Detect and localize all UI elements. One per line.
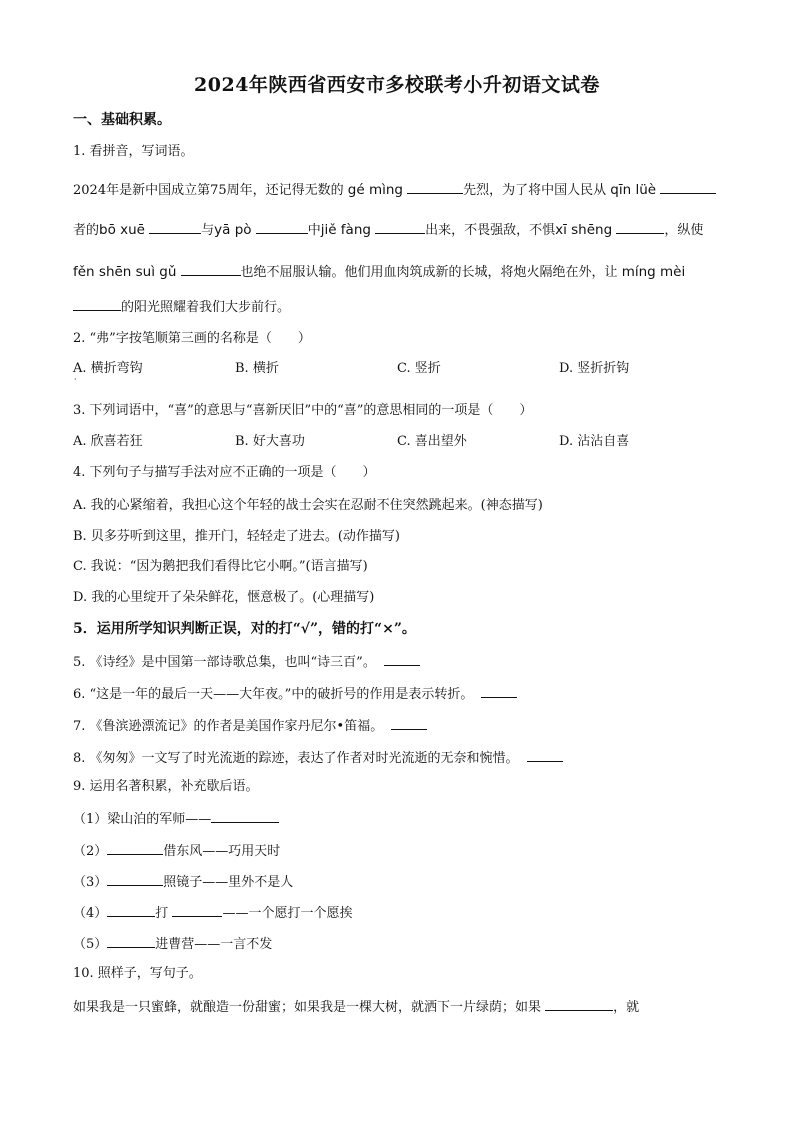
xiehouyu-item-2 bbox=[73, 841, 280, 861]
pinyin-yapo: yā pò bbox=[214, 222, 252, 238]
judge-item-text: 5. 《诗经》是中国第一部诗歌总集，也叫“诗三百”。 bbox=[73, 655, 376, 670]
q1-text: 先烈，为了将中国人民从 bbox=[463, 183, 607, 198]
answer-blank[interactable] bbox=[384, 652, 420, 666]
answer-blank[interactable] bbox=[375, 220, 425, 234]
answer-blank[interactable] bbox=[107, 872, 163, 886]
answer-blank[interactable] bbox=[616, 220, 664, 234]
option-c[interactable]: C. 喜出望外 bbox=[397, 434, 467, 449]
xiehouyu-item-5 bbox=[73, 934, 272, 954]
answer-blank[interactable] bbox=[149, 220, 201, 234]
q1-text: 中 bbox=[307, 223, 321, 238]
answer-blank[interactable] bbox=[256, 220, 308, 234]
xiehouyu-text: 进曹营——一言不发 bbox=[155, 937, 273, 952]
answer-blank[interactable] bbox=[481, 684, 517, 698]
answer-blank[interactable] bbox=[107, 934, 155, 948]
xiehouyu-item-4 bbox=[73, 903, 352, 923]
q1-text: ，纵使 bbox=[664, 223, 704, 238]
answer-blank[interactable] bbox=[107, 841, 163, 855]
answer-blank[interactable] bbox=[527, 748, 563, 762]
q1-text: 出来，不畏强敌，不惧 bbox=[425, 223, 556, 238]
q1-text: 2024年是新中国成立第75周年，还记得无数的 bbox=[73, 183, 344, 198]
question-2-stem: 2. “弗”字按笔顺第三画的名称是（ ） bbox=[73, 331, 311, 346]
option-d[interactable]: D. 我的心里绽开了朵朵鲜花，惬意极了。(心理描写) bbox=[73, 590, 375, 605]
option-b[interactable]: B. 贝多芬听到这里，推开门，轻轻走了进去。(动作描写) bbox=[73, 529, 400, 544]
xiehouyu-text: 照镜子——里外不是人 bbox=[163, 875, 294, 890]
xiehouyu-text: （2） bbox=[73, 844, 108, 859]
answer-blank[interactable] bbox=[660, 180, 716, 194]
option-a[interactable]: A. 横折弯钩 bbox=[73, 361, 143, 376]
question-5-heading: 5．运用所学知识判断正误，对的打“√”，错的打“×”。 bbox=[73, 621, 416, 637]
xiehouyu-text: （5） bbox=[73, 937, 108, 952]
question-1-line-3 bbox=[73, 262, 685, 282]
judge-item bbox=[73, 652, 420, 672]
xiehouyu-text: 借东风——巧用天时 bbox=[163, 844, 281, 859]
question-4-stem: 4. 下列句子与描写手法对应不正确的一项是（ ） bbox=[73, 465, 376, 480]
q1-text: 者的 bbox=[73, 223, 100, 238]
question-10-line-1 bbox=[73, 997, 639, 1017]
answer-blank[interactable] bbox=[107, 903, 155, 917]
stray-dot: · bbox=[74, 375, 77, 384]
question-1-stem: 1. 看拼音，写词语。 bbox=[73, 144, 194, 159]
q10-text: ，就 bbox=[613, 1000, 640, 1015]
option-b[interactable]: B. 横折 bbox=[235, 361, 279, 376]
option-c[interactable]: C. 我说：“因为鹅把我们看得比它小啊。”(语言描写) bbox=[73, 559, 368, 574]
question-9-stem: 9. 运用名著积累，补充歇后语。 bbox=[73, 779, 259, 794]
xiehouyu-text: （1）梁山泊的军师—— bbox=[73, 812, 212, 827]
q1-text: 的阳光照耀着我们大步前行。 bbox=[121, 300, 291, 315]
xiehouyu-text: 打 bbox=[155, 906, 169, 921]
answer-blank[interactable] bbox=[545, 997, 613, 1011]
xiehouyu-text: （4） bbox=[73, 906, 108, 921]
pinyin-jiefang: jiě fàng bbox=[320, 222, 371, 238]
pinyin-qinlue: qīn lüè bbox=[610, 182, 657, 198]
judge-item bbox=[73, 748, 563, 768]
xiehouyu-text: ——一个愿打一个愿挨 bbox=[222, 906, 353, 921]
answer-blank[interactable] bbox=[391, 716, 427, 730]
xiehouyu-text: （3） bbox=[73, 875, 108, 890]
pinyin-xisheng: xī shēng bbox=[555, 222, 613, 238]
question-1-line-1 bbox=[73, 180, 716, 200]
option-c[interactable]: C. 竖折 bbox=[397, 361, 441, 376]
xiehouyu-item-1 bbox=[73, 809, 279, 829]
judge-item-text: 8. 《匆匆》一文写了时光流逝的踪迹，表达了作者对时光流逝的无奈和惋惜。 bbox=[73, 751, 519, 766]
pinyin-boxue: bō xuē bbox=[99, 222, 145, 238]
judge-item bbox=[73, 684, 517, 704]
pinyin-mingmei: míng mèi bbox=[621, 264, 686, 280]
answer-blank[interactable] bbox=[407, 180, 463, 194]
question-1-line-4 bbox=[73, 297, 290, 317]
option-b[interactable]: B. 好大喜功 bbox=[235, 434, 305, 449]
judge-item bbox=[73, 716, 427, 736]
option-a[interactable]: A. 我的心紧缩着，我担心这个年轻的战士会实在忍耐不住突然跳起来。(神态描写) bbox=[73, 498, 543, 513]
answer-blank[interactable] bbox=[181, 262, 241, 276]
q10-text: 如果我是一只蜜蜂，就酿造一份甜蜜；如果我是一棵大树，就洒下一片绿荫；如果 bbox=[73, 1000, 542, 1015]
option-d[interactable]: D. 沾沾自喜 bbox=[559, 434, 630, 449]
pinyin-fenshensuigu: fěn shēn suì gǔ bbox=[73, 264, 177, 280]
judge-item-text: 7. 《鲁滨逊漂流记》的作者是美国作家丹尼尔•笛福。 bbox=[73, 719, 384, 734]
option-d[interactable]: D. 竖折折钩 bbox=[559, 361, 630, 376]
xiehouyu-item-3 bbox=[73, 872, 293, 892]
question-1-line-2 bbox=[73, 220, 703, 240]
judge-item-text: 6. “这是一年的最后一天——大年夜。”中的破折号的作用是表示转折。 bbox=[73, 687, 474, 702]
section-heading-basics: 一、基础积累。 bbox=[73, 112, 171, 128]
q1-text: 与 bbox=[201, 223, 215, 238]
pinyin-geming: gé mìng bbox=[347, 182, 403, 198]
q1-text: 也绝不屈服认输。他们用血肉筑成新的长城，将炮火隔绝在外，让 bbox=[240, 265, 618, 280]
question-10-stem: 10. 照样子，写句子。 bbox=[73, 966, 202, 981]
answer-blank[interactable] bbox=[211, 809, 279, 823]
question-3-stem: 3. 下列词语中，“喜”的意思与“喜新厌旧”中的“喜”的意思相同的一项是（ ） bbox=[73, 403, 533, 418]
answer-blank[interactable] bbox=[73, 297, 121, 311]
option-a[interactable]: A. 欣喜若狂 bbox=[73, 434, 143, 449]
answer-blank[interactable] bbox=[172, 903, 222, 917]
exam-title: 2024年陕西省西安市多校联考小升初语文试卷 bbox=[194, 74, 600, 96]
